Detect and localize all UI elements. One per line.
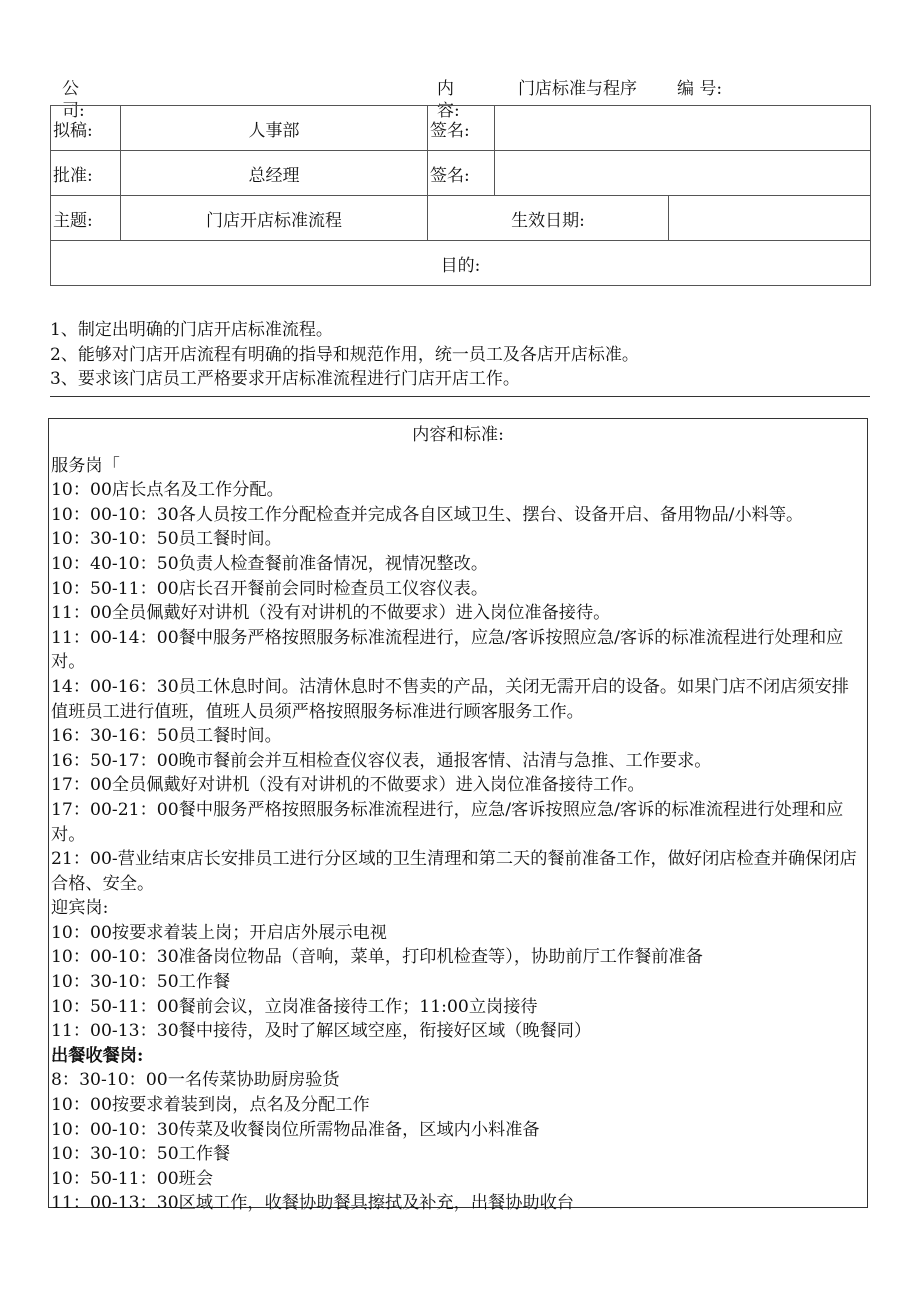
content-label-2: 容:: [437, 101, 460, 121]
content-lines: [51, 454, 865, 1216]
schedule-line: 10：00按要求着装上岗；开启店外展示电视: [51, 922, 387, 943]
schedule-line: 16：30-16：50员工餐时间。: [51, 726, 282, 747]
header-table: [50, 105, 871, 286]
schedule-line: 10：00店长点名及工作分配。: [51, 480, 284, 501]
purpose-item: 3、要求该门店员工严格要求开店标准流程进行门店开店工作。: [50, 369, 520, 389]
schedule-line: 10：00-10：30传菜及收餐岗位所需物品准备，区域内小料准备: [51, 1119, 540, 1140]
purpose-item: 2、能够对门店开店流程有明确的指导和规范作用，统一员工及各店开店标准。: [50, 344, 639, 365]
content-standards-box: [48, 418, 868, 1214]
schedule-line: 17：00-21：00餐中服务严格按照服务标准流程进行，应急/客诉按照应急/客诉的标准流程进行处理和应对。: [51, 799, 844, 845]
sign-label: 签名:: [428, 106, 495, 151]
schedule-line: 10：00按要求着装到岗，点名及分配工作: [51, 1095, 370, 1116]
company-label: 公: [62, 79, 79, 99]
schedule-line: 21：00-营业结束店长安排员工进行分区域的卫生清理和第二天的餐前准备工作，做好闭店检查并确保闭店合格、安全。: [51, 849, 857, 894]
approve-label: 批准:: [51, 151, 121, 196]
schedule-line: 10：50-11：00餐前会议，立岗准备接待工作；11:00立岗接待: [51, 996, 538, 1017]
draft-value: 人事部: [121, 106, 428, 151]
schedule-line: 17：00全员佩戴好对讲机（没有对讲机的不做要求）进入岗位准备接待工作。: [51, 775, 645, 796]
schedule-line: 10：30-10：50员工餐时间。: [51, 529, 282, 550]
subject-value: 门店开店标准流程: [121, 196, 428, 241]
content-label: 内: [437, 79, 454, 99]
schedule-line: 10：50-11：00店长召开餐前会同时检查员工仪容仪表。: [51, 578, 489, 599]
draft-row: [51, 106, 871, 151]
subject-row: [51, 196, 871, 241]
effective-date-field[interactable]: [669, 196, 871, 241]
schedule-line: 11：00全员佩戴好对讲机（没有对讲机的不做要求）进入岗位准备接待。: [51, 603, 611, 624]
schedule-line: 11：00-13：30区域工作，收餐协助餐具擦拭及补充，出餐协助收台: [51, 1193, 574, 1214]
schedule-line: 10：30-10：50工作餐: [51, 972, 231, 993]
purpose-row: [51, 241, 871, 286]
approve-row: [51, 151, 871, 196]
company-label-2: 司:: [62, 101, 85, 121]
schedule-line: 10：00-10：30各人员按工作分配检查并完成各自区域卫生、摆台、设备开启、备用物品/小料等。: [51, 504, 804, 525]
purpose-item: 1、制定出明确的门店开店标准流程。: [50, 320, 333, 340]
schedule-line: 16：50-17：00晚市餐前会并互相检查仪容仪表，通报客情、沽清与急推、工作要求。: [51, 750, 712, 771]
effective-date-label: 生效日期:: [428, 196, 669, 241]
approve-signature-field[interactable]: [495, 151, 871, 196]
purpose-list: [50, 318, 870, 397]
subject-label: 主题:: [51, 196, 121, 241]
schedule-line: 11：00-14：00餐中服务严格按照服务标准流程进行，应急/客诉按照应急/客诉的标准流程进行处理和应对。: [51, 627, 844, 673]
section-heading: 迎宾岗:: [51, 898, 109, 919]
section-heading: 出餐收餐岗:: [51, 1045, 144, 1066]
schedule-line: 10：30-10：50工作餐: [51, 1144, 231, 1165]
number-label: 编 号:: [677, 79, 723, 99]
content-value: 门店标准与程序: [518, 79, 637, 99]
schedule-line: 10：40-10：50负责人检查餐前准备情况，视情况整改。: [51, 553, 489, 574]
sign-label: 签名:: [428, 151, 495, 196]
approve-value: 总经理: [121, 151, 428, 196]
schedule-line: 14：00-16：30员工休息时间。沽清休息时不售卖的产品，关闭无需开启的设备。如果门店不闭店须安排值班员工进行值班，值班人员须严格按照服务标准进行顾客服务工作。: [51, 676, 849, 722]
schedule-line: 10：50-11：00班会: [51, 1168, 214, 1189]
content-title: 内容和标准:: [412, 425, 504, 445]
draft-signature-field[interactable]: [495, 106, 871, 151]
schedule-line: 8：30-10：00一名传菜协助厨房验货: [51, 1070, 340, 1091]
section-heading: 服务岗「: [51, 455, 120, 476]
schedule-line: 10：00-10：30准备岗位物品（音响，菜单，打印机检查等），协助前厅工作餐前准备: [51, 947, 703, 968]
schedule-line: 11：00-13：30餐中接待，及时了解区域空座，衔接好区域（晚餐同）: [51, 1021, 592, 1042]
purpose-label: 目的:: [51, 241, 871, 286]
draft-label: 拟稿:: [51, 106, 121, 151]
